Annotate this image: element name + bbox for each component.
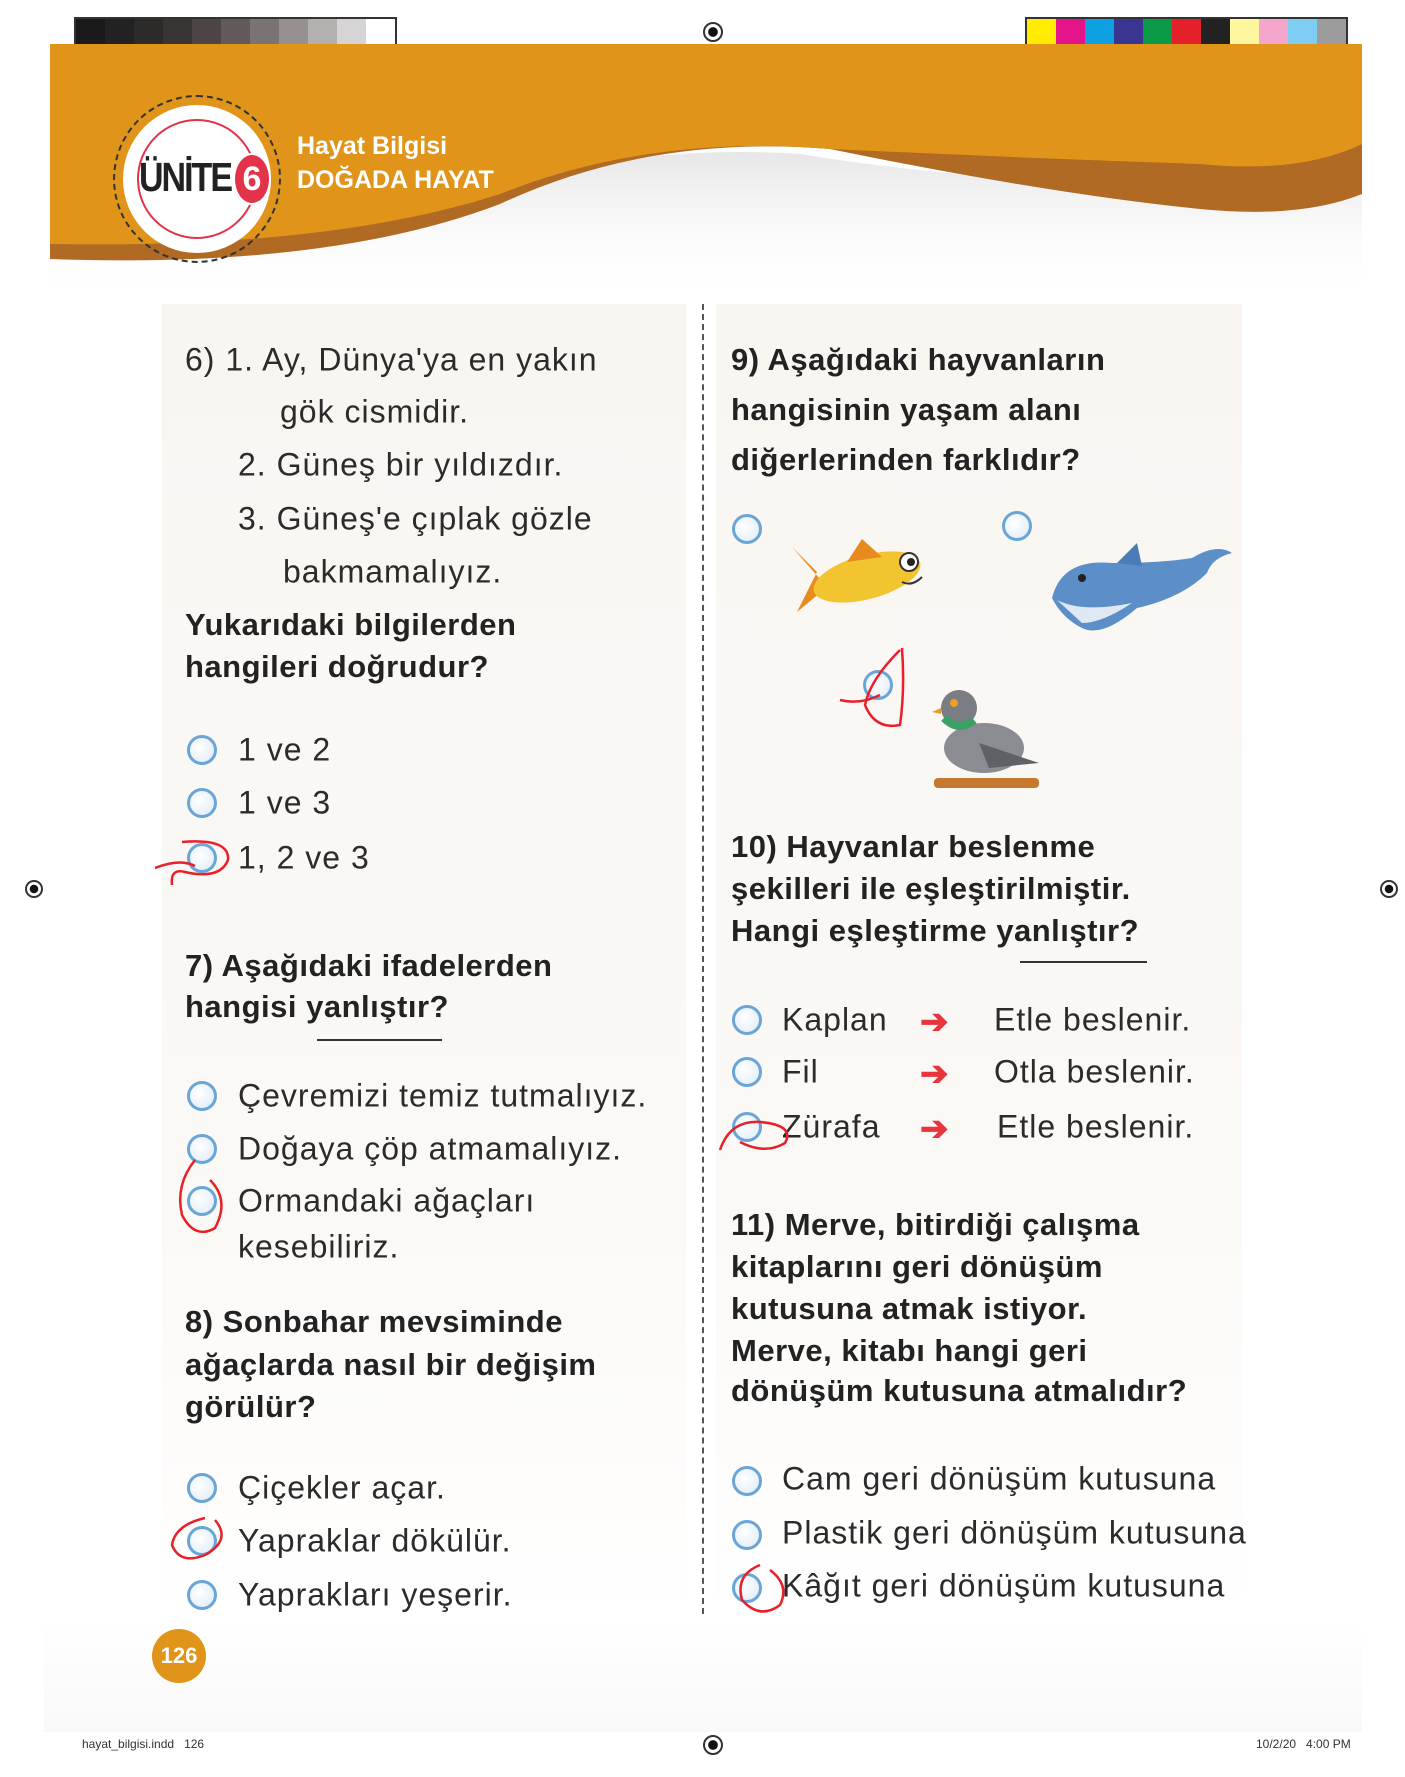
- q11-option-1: Cam geri dönüşüm kutusuna: [782, 1460, 1217, 1497]
- q9-option-pigeon-radio[interactable]: [863, 670, 893, 700]
- file-name: hayat_bilgisi.indd 126: [82, 1737, 205, 1751]
- unit-badge: [113, 95, 281, 263]
- q6-line: 3. Güneş'e çıplak gözle: [238, 500, 593, 537]
- q7-emphasis: yanlıştır: [306, 989, 430, 1024]
- q10-option-2-food: Otla beslenir.: [994, 1053, 1195, 1090]
- q6-line: 2. Güneş bir yıldızdır.: [238, 446, 564, 483]
- q11-option-1-radio[interactable]: [732, 1466, 762, 1496]
- q7-line: [185, 989, 449, 1025]
- fish-image: [787, 527, 937, 622]
- q10-text: ?: [1119, 913, 1140, 948]
- unit-number: 6: [233, 153, 271, 205]
- q11-line: kutusuna atmak istiyor.: [731, 1291, 1088, 1326]
- unit-title: DOĞADA HAYAT: [297, 166, 494, 194]
- q11-line: 11) Merve, bitirdiği çalışma: [731, 1207, 1140, 1242]
- q11-line: dönüşüm kutusuna atmalıdır?: [731, 1373, 1188, 1408]
- q8-option-3-radio[interactable]: [187, 1580, 217, 1610]
- q8-option-1-radio[interactable]: [187, 1473, 217, 1503]
- q7-option-1: Çevremizi temiz tutmalıyız.: [238, 1077, 648, 1114]
- q10-option-2-animal: Fil: [782, 1053, 819, 1090]
- registration-mark-bottom: [703, 1735, 723, 1755]
- q8-option-1: Çiçekler açar.: [238, 1469, 446, 1506]
- underline: [1020, 961, 1147, 963]
- q6-line: gök cismidir.: [280, 393, 470, 430]
- registration-mark-top: [703, 22, 723, 42]
- underline: [317, 1039, 442, 1041]
- q6-option-3-radio[interactable]: [187, 843, 217, 873]
- q9-line: 9) Aşağıdaki hayvanların: [731, 342, 1106, 377]
- q7-text: ?: [429, 989, 449, 1024]
- unit-label: ÜNİTE: [139, 155, 231, 201]
- registration-mark-right: [1380, 880, 1398, 898]
- q11-line: kitaplarını geri dönüşüm: [731, 1249, 1103, 1284]
- q8-option-2-radio[interactable]: [187, 1526, 217, 1556]
- q7-option-3: Ormandaki ağaçları: [238, 1182, 536, 1219]
- q7-option-2: Doğaya çöp atmamalıyız.: [238, 1130, 623, 1167]
- q10-option-3-radio[interactable]: [732, 1112, 762, 1142]
- q6-option-3: 1, 2 ve 3: [238, 839, 370, 876]
- q7-option-3-radio[interactable]: [187, 1186, 217, 1216]
- q11-line: Merve, kitabı hangi geri: [731, 1333, 1088, 1368]
- q10-line: 10) Hayvanlar beslenme: [731, 829, 1096, 864]
- q6-line: bakmamalıyız.: [283, 553, 503, 590]
- column-divider: [702, 304, 704, 1614]
- q6-prompt: Yukarıdaki bilgilerden: [185, 607, 517, 642]
- q8-line: görülür?: [185, 1389, 317, 1424]
- subject-title: Hayat Bilgisi: [297, 132, 448, 160]
- q9-option-dolphin-radio[interactable]: [1002, 511, 1032, 541]
- q10-option-3-food: Etle beslenir.: [997, 1108, 1195, 1145]
- pigeon-image: [929, 678, 1044, 798]
- q9-option-fish-radio[interactable]: [732, 514, 762, 544]
- q7-line: 7) Aşağıdaki ifadelerden: [185, 948, 553, 983]
- print-date: 10/2/20 4:00 PM: [1256, 1737, 1351, 1751]
- right-column: [716, 304, 1242, 1624]
- q11-option-2: Plastik geri dönüşüm kutusuna: [782, 1514, 1247, 1551]
- q10-line: [731, 913, 1139, 949]
- page-number: 126: [160, 1643, 198, 1668]
- q8-line: ağaçlarda nasıl bir değişim: [185, 1347, 597, 1382]
- arrow-right-icon: ➔: [920, 1110, 949, 1148]
- q6-option-2: 1 ve 3: [238, 784, 332, 821]
- arrow-right-icon: ➔: [920, 1055, 949, 1093]
- q7-option-2-radio[interactable]: [187, 1134, 217, 1164]
- q10-option-1-food: Etle beslenir.: [994, 1001, 1192, 1038]
- q9-line: hangisinin yaşam alanı: [731, 392, 1082, 427]
- q7-text: hangisi: [185, 989, 307, 1024]
- registration-mark-left: [25, 880, 43, 898]
- q9-line: diğerlerinden farklıdır?: [731, 442, 1081, 477]
- q10-option-1-radio[interactable]: [732, 1005, 762, 1035]
- q6-prompt: hangileri doğrudur?: [185, 649, 489, 684]
- q10-text: Hangi eşleştirme: [731, 913, 997, 948]
- q6-option-2-radio[interactable]: [187, 788, 217, 818]
- q10-emphasis: yanlıştır: [996, 913, 1120, 948]
- q6-line: 6) 1. Ay, Dünya'ya en yakın: [185, 341, 598, 378]
- q10-line: şekilleri ile eşleştirilmiştir.: [731, 871, 1131, 906]
- page-number-badge: [152, 1629, 206, 1683]
- q10-option-3-animal: Zürafa: [782, 1108, 881, 1145]
- dolphin-image: [1042, 538, 1237, 638]
- q8-option-2: Yapraklar dökülür.: [238, 1522, 512, 1559]
- arrow-right-icon: ➔: [920, 1003, 949, 1041]
- q10-option-2-radio[interactable]: [732, 1057, 762, 1087]
- q11-option-2-radio[interactable]: [732, 1520, 762, 1550]
- q7-option-3-cont: kesebiliriz.: [238, 1228, 400, 1265]
- q10-option-1-animal: Kaplan: [782, 1001, 888, 1038]
- q8-line: 8) Sonbahar mevsiminde: [185, 1304, 563, 1339]
- q6-option-1: 1 ve 2: [238, 731, 332, 768]
- q11-option-3: Kâğıt geri dönüşüm kutusuna: [782, 1567, 1226, 1604]
- q6-option-1-radio[interactable]: [187, 735, 217, 765]
- footer-shade: [44, 1620, 1362, 1732]
- q7-option-1-radio[interactable]: [187, 1081, 217, 1111]
- q11-option-3-radio[interactable]: [732, 1573, 762, 1603]
- q8-option-3: Yaprakları yeşerir.: [238, 1576, 513, 1613]
